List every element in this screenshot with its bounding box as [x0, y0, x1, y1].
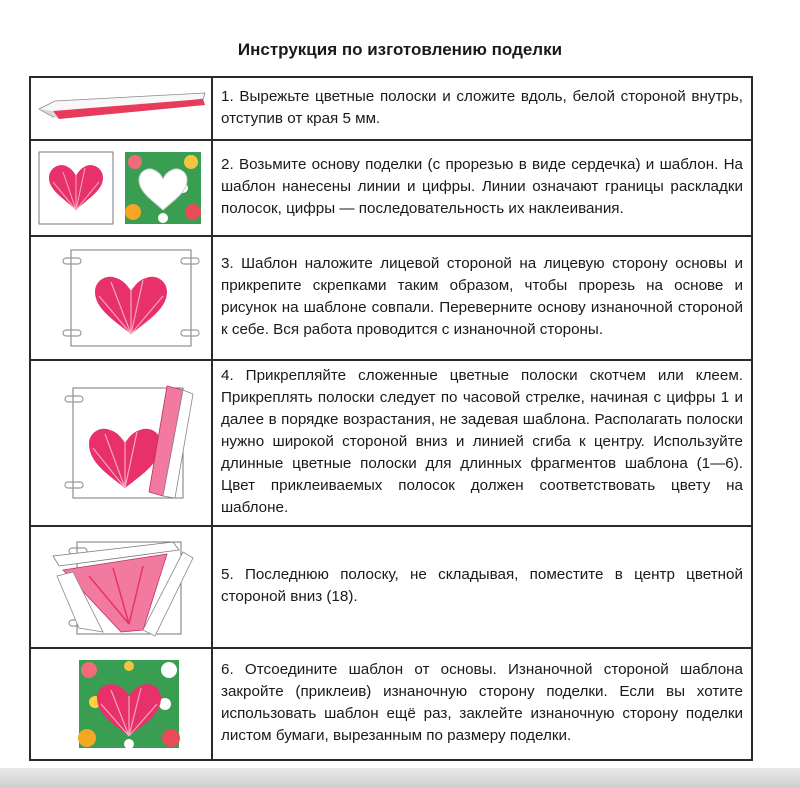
- step-text: 3. Шаблон наложите лицевой стороной на лицевую сторону основы и прикрепите скрепками таким образом, чтобы прорезь на основе и рисунок на шаблоне совпали. Переверните основу изнаночной стороной к себе. Вся работа проводится с изнаночной стороны.: [212, 236, 752, 360]
- clipped-template-icon: [33, 242, 209, 354]
- step-text: 4. Прикрепляйте сложенные цветные полоски скотчем или клеем. Прикреплять полоски следует по часовой стрелке, начиная с цифры 1 и далее в порядке возрастания, не задевая шаблона. Располагать полоски нужно широкой стороной вниз и линией сгиба к центру. Используйте длинные цветные полоски для длинных фрагментов шаблона (1—6). Цвет приклеиваемых полосок должен соответствовать цвету на шаблоне.: [212, 360, 752, 526]
- step-illustration-cell: [30, 648, 212, 760]
- step-row: [30, 360, 752, 526]
- step-row: [30, 648, 752, 760]
- step-illustration-cell: [30, 360, 212, 526]
- step-row: [30, 526, 752, 648]
- template-and-base-icon: [33, 146, 209, 230]
- folded-strip-icon: [33, 89, 209, 129]
- step-illustration-cell: [30, 236, 212, 360]
- strips-layered-icon: [33, 532, 209, 642]
- step-row: [30, 140, 752, 236]
- page-title: Инструкция по изготовлению поделки: [237, 40, 563, 59]
- step-text: 5. Последнюю полоску, не складывая, поместите в центр цветной стороной вниз (18).: [212, 526, 752, 648]
- step-illustration-cell: [30, 77, 212, 140]
- step-text: 2. Возьмите основу поделки (с прорезью в виде сердечка) и шаблон. На шаблон нанесены линии и цифры. Линии означают границы раскладки полосок, цифры — последовательность их наклеивания.: [212, 140, 752, 236]
- step-text: 6. Отсоедините шаблон от основы. Изнаночной стороной шаблона закройте (приклеив) изнаночную сторону поделки. Если вы хотите использовать шаблон ещё раз, заклейте изнаночную сторону поделки листом бумаги, вырезанным по размеру поделки.: [212, 648, 752, 760]
- page-bottom-edge: [0, 768, 800, 788]
- step-illustration-cell: [30, 140, 212, 236]
- step-text: 1. Вырежьте цветные полоски и сложите вдоль, белой стороной внутрь, отступив от края 5 мм.: [212, 77, 752, 140]
- step-row: [30, 236, 752, 360]
- step-illustration-cell: [30, 526, 212, 648]
- step-row: [30, 77, 752, 140]
- steps-table: [29, 76, 753, 761]
- attaching-strips-icon: [33, 368, 209, 518]
- finished-card-icon: [33, 654, 209, 754]
